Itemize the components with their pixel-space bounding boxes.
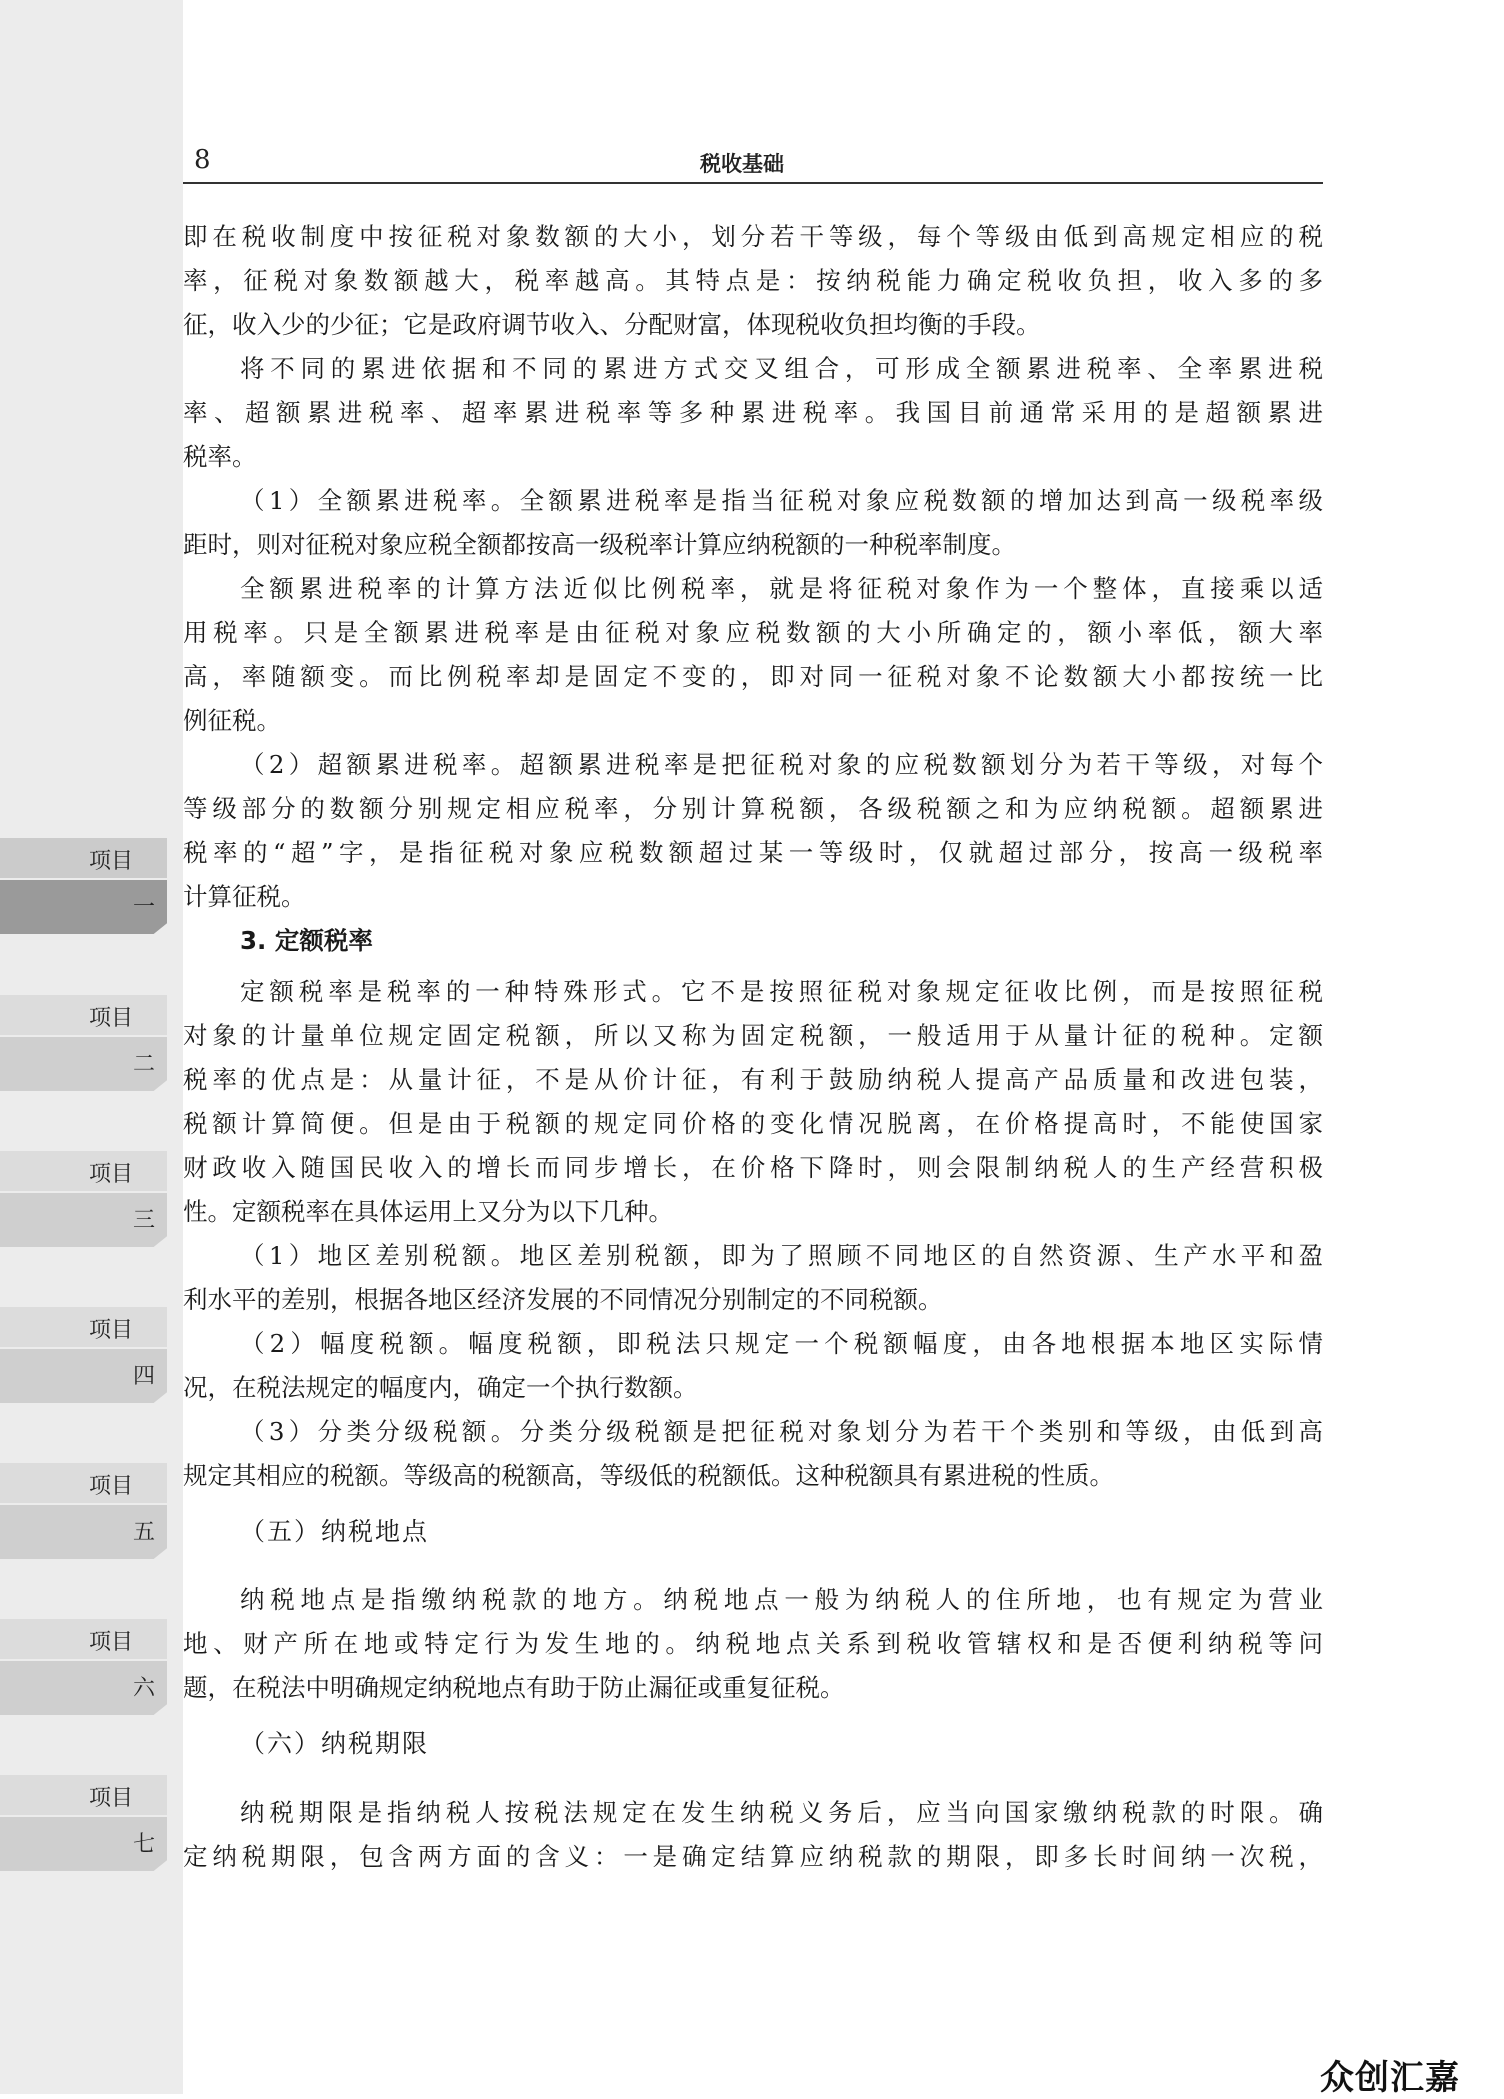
tab-number: 一 [132,895,155,920]
text-line: 纳税期限是指纳税人按税法规定在发生纳税义务后，应当向国家缴纳税款的时限。确 [240,1798,1323,1827]
text-line: 税额计算简便。但是由于税额的规定同价格的变化情况脱离，在价格提高时，不能使国家 [183,1109,1323,1138]
text-line: 税率。 [183,442,257,471]
text-line: 征，收入少的少征；它是政府调节收入、分配财富，体现税收负担均衡的手段。 [183,310,1041,339]
text-line: 全额累进税率的计算方法近似比例税率，就是将征税对象作为一个整体，直接乘以适 [240,574,1323,603]
tab-number: 四 [132,1364,155,1389]
tab-label: 项目 [88,1006,133,1031]
tab-label: 项目 [88,1318,133,1343]
tab-project-3[interactable] [0,1151,167,1247]
text-line: 对象的计量单位规定固定税额，所以又称为固定税额，一般适用于从量计征的税种。定额 [183,1021,1323,1050]
tab-label: 项目 [88,849,133,874]
text-line: 用税率。只是全额累进税率是由征税对象应税数额的大小所确定的，额小率低，额大率 [183,618,1323,647]
text-line: 定额税率是税率的一种特殊形式。它不是按照征税对象规定征收比例，而是按照征税 [240,977,1323,1006]
text-line: 率、超额累进税率、超率累进税率等多种累进税率。我国目前通常采用的是超额累进 [183,398,1323,427]
section-heading: 3. 定额税率 [240,926,373,955]
text-line: 性。定额税率在具体运用上又分为以下几种。 [183,1197,673,1226]
page-number: 8 [194,145,211,175]
text-line: 率，征税对象数额越大，税率越高。其特点是：按纳税能力确定税收负担，收入多的多 [183,266,1323,295]
tab-project-2[interactable] [0,995,167,1091]
text-line: 距时，则对征税对象应税全额都按高一级税率计算应纳税额的一种税率制度。 [183,530,1016,559]
text-line: （2）超额累进税率。超额累进税率是把征税对象的应税数额划分为若干等级，对每个 [240,750,1323,779]
tab-label: 项目 [88,1630,133,1655]
text-line: 地、财产所在地或特定行为发生地的。纳税地点关系到税收管辖权和是否便利纳税等问 [183,1629,1323,1658]
section-heading: （六）纳税期限 [240,1729,430,1758]
tab-project-5[interactable] [0,1463,167,1559]
tab-project-6[interactable] [0,1619,167,1715]
tab-number: 二 [132,1052,155,1077]
text-line: 计算征税。 [183,882,306,911]
text-line: 将不同的累进依据和不同的累进方式交叉组合，可形成全额累进税率、全率累进税 [240,354,1323,383]
text-line: 即在税收制度中按征税对象数额的大小，划分若干等级，每个等级由低到高规定相应的税 [183,222,1323,251]
tab-label: 项目 [88,1162,133,1187]
text-line: 定纳税期限，包含两方面的含义：一是确定结算应纳税款的期限，即多长时间纳一次税， [183,1842,1323,1871]
running-title: 税收基础 [700,152,784,176]
text-line: 况，在税法规定的幅度内，确定一个执行数额。 [183,1373,698,1402]
header-rule [183,182,1323,184]
section-heading: （五）纳税地点 [240,1517,430,1546]
tab-project-1[interactable] [0,838,167,934]
text-line: 规定其相应的税额。等级高的税额高，等级低的税额低。这种税额具有累进税的性质。 [183,1461,1114,1490]
text-line: （1）全额累进税率。全额累进税率是指当征税对象应税数额的增加达到高一级税率级 [240,486,1323,515]
text-line: 等级部分的数额分别规定相应税率，分别计算税额，各级税额之和为应纳税额。超额累进 [183,794,1323,823]
text-line: 税率的优点是：从量计征，不是从价计征，有利于鼓励纳税人提高产品质量和改进包装， [183,1065,1323,1094]
text-line: 财政收入随国民收入的增长而同步增长，在价格下降时，则会限制纳税人的生产经营积极 [183,1153,1323,1182]
tab-project-4[interactable] [0,1307,167,1403]
text-line: 例征税。 [183,706,281,735]
text-line: （3）分类分级税额。分类分级税额是把征税对象划分为若干个类别和等级，由低到高 [240,1417,1323,1446]
text-line: 纳税地点是指缴纳税款的地方。纳税地点一般为纳税人的住所地，也有规定为营业 [240,1585,1323,1614]
text-line: 题，在税法中明确规定纳税地点有助于防止漏征或重复征税。 [183,1673,845,1702]
text-line: 税率的“超”字，是指征税对象应税数额超过某一等级时，仅就超过部分，按高一级税率 [183,838,1323,867]
text-line: （1）地区差别税额。地区差别税额，即为了照顾不同地区的自然资源、生产水平和盈 [240,1241,1323,1270]
tab-number: 三 [132,1208,155,1233]
tab-number: 六 [132,1676,155,1701]
tab-number: 五 [132,1520,155,1545]
text-line: 利水平的差别，根据各地区经济发展的不同情况分别制定的不同税额。 [183,1285,943,1314]
tab-project-7[interactable] [0,1775,167,1871]
tab-number: 七 [132,1832,155,1857]
tab-label: 项目 [88,1474,133,1499]
text-line: （2）幅度税额。幅度税额，即税法只规定一个税额幅度，由各地根据本地区实际情 [240,1329,1323,1358]
watermark-logo: 众创汇嘉 [1320,2058,1460,2098]
tab-label: 项目 [88,1786,133,1811]
text-line: 高，率随额变。而比例税率却是固定不变的，即对同一征税对象不论数额大小都按统一比 [183,662,1323,691]
